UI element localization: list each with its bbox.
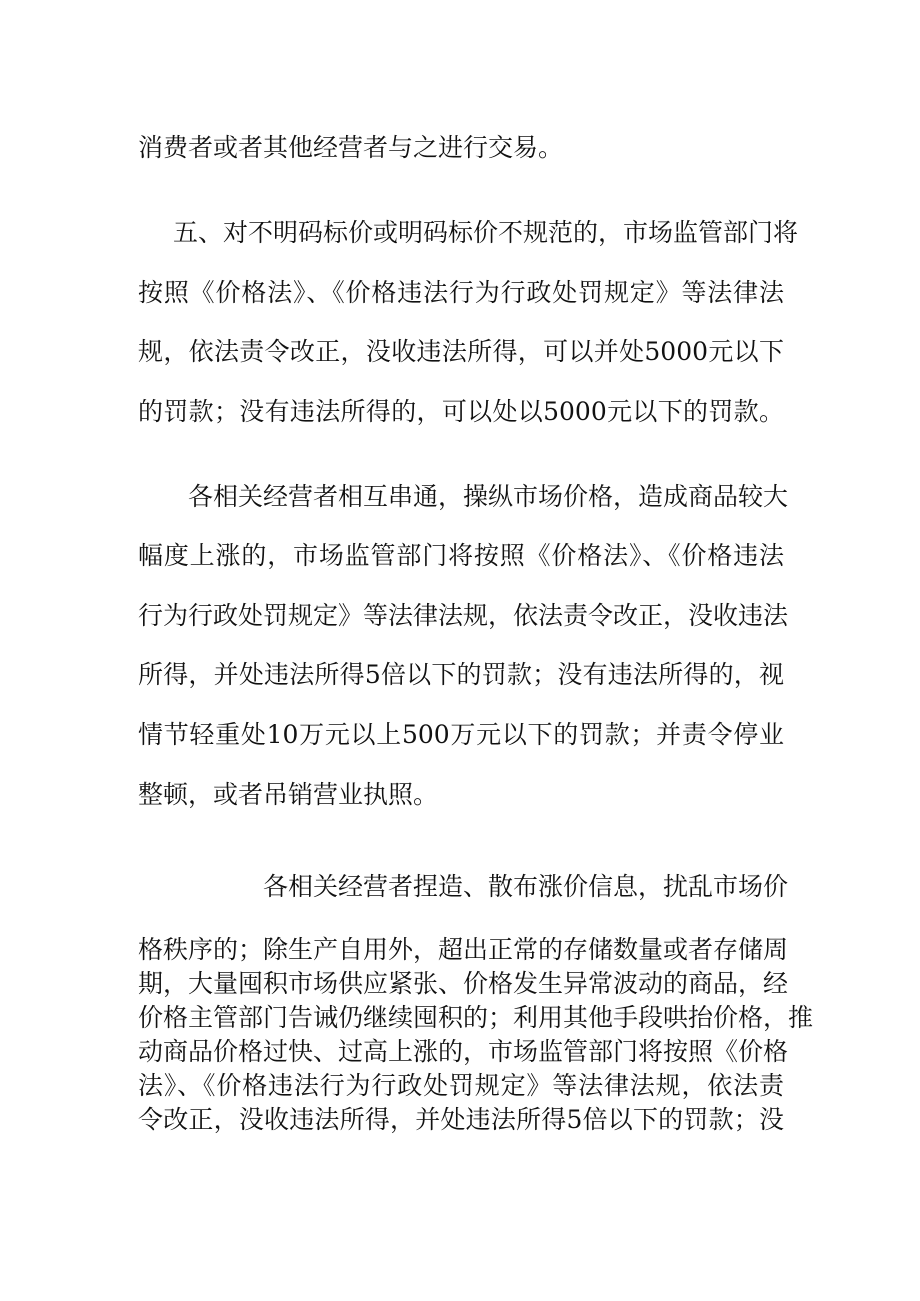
paragraph-3-line-5: 情节轻重处10万元以上500万元以下的罚款；并责令停业 [138, 720, 784, 749]
paragraph-2-line-2: 按照《价格法》、《价格违法行为行政处罚规定》等法律法 [138, 278, 784, 307]
paragraph-4-line-2: 格秩序的；除生产自用外，超出正常的存储数量或者存储周 [138, 935, 789, 964]
paragraph-3-line-1: 各相关经营者相互串通，操纵市场价格，造成商品较大 [188, 482, 789, 511]
paragraph-2-line-4: 的罚款；没有违法所得的，可以处以5000元以下的罚款。 [138, 397, 784, 426]
paragraph-4-line-3: 期，大量囤积市场供应紧张、价格发生异常波动的商品，经 [138, 969, 789, 998]
paragraph-4-line-1: 各相关经营者捏造、散布涨价信息，扰乱市场价 [263, 872, 789, 901]
paragraph-3-line-4: 所得，并处违法所得5倍以下的罚款；没有违法所得的，视 [138, 660, 784, 689]
paragraph-3-line-3: 行为行政处罚规定》等法律法规，依法责令改正，没收违法 [138, 601, 789, 630]
paragraph-3-line-2: 幅度上涨的，市场监管部门将按照《价格法》、《价格违法 [138, 541, 784, 570]
paragraph-4-line-4: 价格主管部门告诫仍继续囤积的；利用其他手段哄抬价格，推 [138, 1003, 814, 1032]
paragraph-4-line-6: 法》、《价格违法行为行政处罚规定》等法律法规，依法责 [138, 1071, 784, 1100]
paragraph-3-line-6: 整顿，或者吊销营业执照。 [138, 780, 439, 809]
paragraph-4-line-7: 令改正，没收违法所得，并处违法所得5倍以下的罚款；没 [138, 1105, 784, 1134]
paragraph-2-line-3: 规，依法责令改正，没收违法所得，可以并处5000元以下 [138, 337, 784, 366]
paragraph-4-line-5: 动商品价格过快、过高上涨的，市场监管部门将按照《价格 [138, 1037, 789, 1066]
paragraph-2-line-1: 五、对不明码标价或明码标价不规范的，市场监管部门将 [173, 218, 799, 247]
paragraph-1-line-1: 消费者或者其他经营者与之进行交易。 [138, 133, 564, 162]
